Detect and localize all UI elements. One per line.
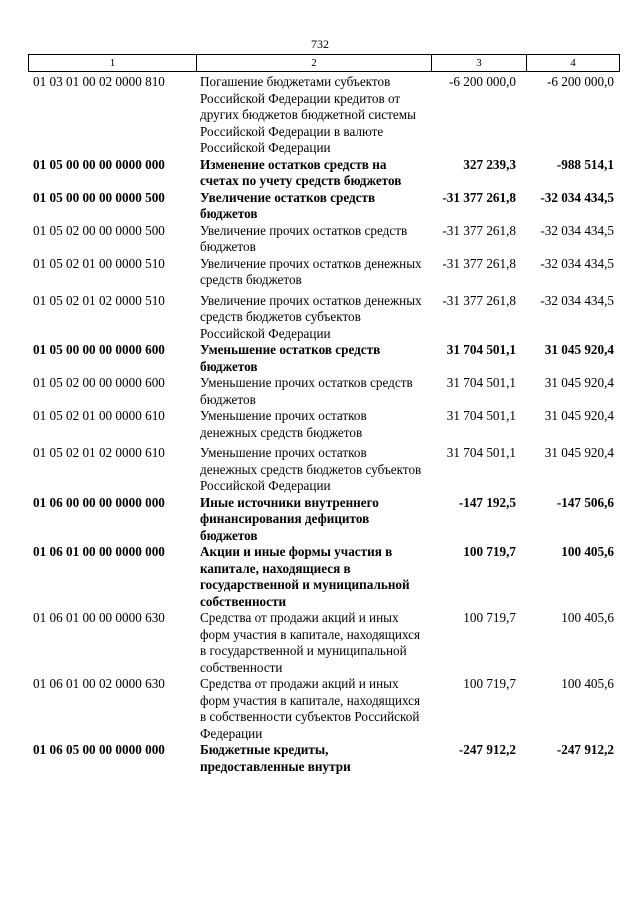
row-value-col3: -247 912,2: [458, 742, 516, 757]
row-value-col3: -31 377 261,8: [442, 292, 516, 308]
row-name: Увеличение прочих остатков средств бюджетов: [200, 222, 408, 254]
row-value-col4: -247 912,2: [556, 742, 614, 757]
row-value-col4: 31 045 920,4: [544, 342, 614, 357]
row-code: 01 05 00 00 00 0000 000: [33, 156, 165, 172]
table-row: [0, 445, 640, 495]
table-row: [0, 610, 640, 676]
row-code: 01 06 00 00 00 0000 000: [33, 494, 165, 510]
row-name: Увеличение прочих остатков денежных средств бюджетов: [200, 255, 422, 287]
table-row: [0, 190, 640, 223]
row-value-col3: 327 239,3: [463, 156, 516, 172]
header-col-3: 3: [431, 55, 526, 71]
row-name: Уменьшение прочих остатков средств бюджетов: [200, 375, 413, 407]
row-value-col3: -31 377 261,8: [442, 255, 516, 271]
row-name: Увеличение прочих остатков денежных средств бюджетов субъектов Российской Федерации: [200, 292, 422, 341]
row-value-col3: 31 704 501,1: [446, 445, 516, 460]
table-row: [0, 495, 640, 545]
row-value-col3: 31 704 501,1: [446, 375, 516, 390]
table-row: [0, 256, 640, 289]
row-value-col4: 31 045 920,4: [544, 445, 614, 460]
row-code: 01 06 01 00 00 0000 630: [33, 610, 165, 625]
page-number: 732: [311, 37, 329, 51]
row-value-col4: -32 034 434,5: [540, 222, 614, 238]
row-name: Изменение остатков средств на счетах по учету средств бюджетов: [200, 156, 402, 188]
row-value-col3: 31 704 501,1: [446, 342, 516, 357]
row-value-col3: -6 200 000,0: [448, 74, 516, 89]
row-code: 01 05 02 01 00 0000 510: [33, 255, 165, 271]
row-value-col4: 100 405,6: [561, 544, 614, 559]
table-row: [0, 544, 640, 610]
row-value-col4: -32 034 434,5: [540, 255, 614, 271]
header-col-2: 2: [196, 55, 431, 71]
row-name: Погашение бюджетами субъектов Российской Федерации кредитов от других бюджетов бюджетной системы Российской Федерации в валюте Российской Федерации: [200, 74, 416, 155]
table-row: [0, 342, 640, 375]
row-code: 01 05 00 00 00 0000 500: [33, 189, 165, 205]
row-code: 01 05 02 01 02 0000 510: [33, 292, 165, 308]
row-value-col4: 100 405,6: [561, 610, 614, 625]
row-code: 01 05 00 00 00 0000 600: [33, 342, 165, 357]
row-name: Уменьшение остатков средств бюджетов: [200, 342, 381, 374]
row-name: Увеличение остатков средств бюджетов: [200, 189, 376, 221]
row-name: Средства от продажи акций и иных форм участия в капитале, находящихся в собственности субъектов Российской Федерации: [200, 676, 421, 741]
row-value-col4: -32 034 434,5: [540, 189, 614, 205]
row-code: 01 05 02 00 00 0000 500: [33, 222, 165, 238]
row-code: 01 06 01 00 00 0000 000: [33, 544, 165, 559]
row-value-col3: 100 719,7: [463, 544, 516, 559]
row-code: 01 05 02 00 00 0000 600: [33, 375, 165, 390]
table-row: [0, 157, 640, 190]
table-header: [28, 54, 620, 72]
row-code: 01 03 01 00 02 0000 810: [33, 74, 165, 89]
row-value-col3: -147 192,5: [458, 494, 516, 510]
row-value-col4: -988 514,1: [556, 156, 614, 172]
row-value-col4: 100 405,6: [561, 676, 614, 691]
row-code: 01 05 02 01 02 0000 610: [33, 445, 165, 460]
row-value-col3: 100 719,7: [463, 610, 516, 625]
row-name: Иные источники внутреннего финансирования дефицитов бюджетов: [200, 494, 379, 543]
table-row: [0, 742, 640, 775]
header-col-1: 1: [28, 55, 196, 71]
row-name: Уменьшение прочих остатков денежных средств бюджетов субъектов Российской Федерации: [200, 445, 422, 493]
header-col-4: 4: [526, 55, 620, 71]
table-row: [0, 223, 640, 256]
row-value-col3: 31 704 501,1: [446, 408, 516, 423]
row-name: Акции и иные формы участия в капитале, находящиеся в государственной и муниципальной собственности: [200, 544, 410, 609]
row-code: 01 06 05 00 00 0000 000: [33, 742, 165, 757]
row-value-col3: -31 377 261,8: [442, 189, 516, 205]
row-value-col4: 31 045 920,4: [544, 375, 614, 390]
row-value-col3: -31 377 261,8: [442, 222, 516, 238]
row-value-col4: -6 200 000,0: [546, 74, 614, 89]
table-row: [0, 375, 640, 408]
table-row: [0, 676, 640, 742]
table-row: [0, 293, 640, 343]
row-name: Бюджетные кредиты, предоставленные внутри: [200, 742, 351, 774]
row-name: Уменьшение прочих остатков денежных средств бюджетов: [200, 408, 367, 440]
row-value-col3: 100 719,7: [463, 676, 516, 691]
table-row: [0, 408, 640, 441]
row-value-col4: 31 045 920,4: [544, 408, 614, 423]
row-name: Средства от продажи акций и иных форм участия в капитале, находящихся в государственной и муниципальной собственности: [200, 610, 421, 675]
row-value-col4: -32 034 434,5: [540, 292, 614, 308]
row-code: 01 05 02 01 00 0000 610: [33, 408, 165, 423]
table-body: [0, 74, 640, 775]
row-value-col4: -147 506,6: [556, 494, 614, 510]
table-row: [0, 74, 640, 157]
row-code: 01 06 01 00 02 0000 630: [33, 676, 165, 691]
